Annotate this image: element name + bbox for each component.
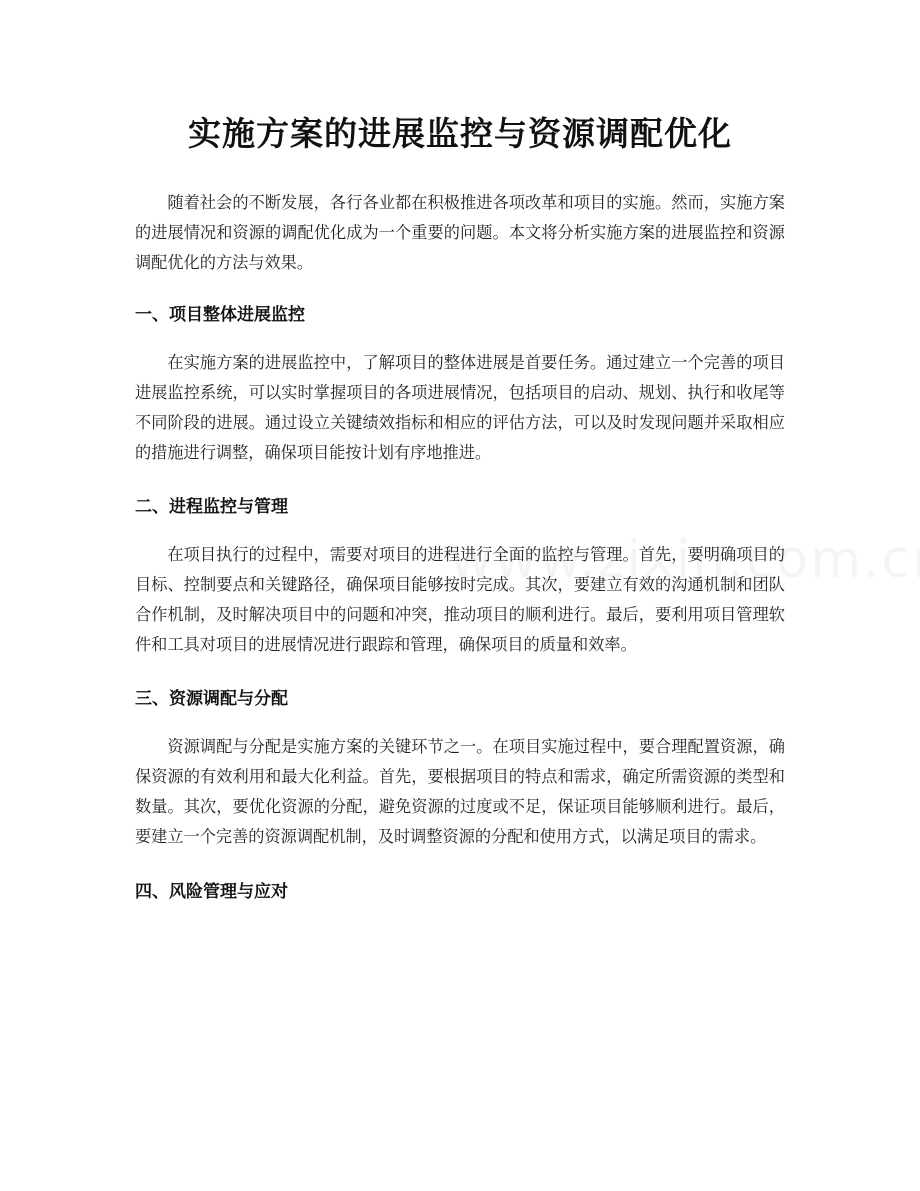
section-heading-2: 二、进程监控与管理	[135, 497, 288, 517]
section-body-3: 资源调配与分配是实施方案的关键环节之一。在项目实施过程中，要合理配置资源，确保资源的有效利用和最大化利益。首先，要根据项目的特点和需求，确定所需资源的类型和数量。其次，要优化资源的分配，避免资源的过度或不足，保证项目能够顺利进行。最后，要建立一个完善的资源调配机制，及时调整资源的分配和使用方式，以满足项目的需求。	[135, 737, 785, 846]
section-heading-3: 三、资源调配与分配	[135, 689, 288, 709]
section-body-2: 在项目执行的过程中，需要对项目的进程进行全面的监控与管理。首先，要明确项目的目标、控制要点和关键路径，确保项目能够按时完成。其次，要建立有效的沟通机制和团队合作机制，及时解决项目中的问题和冲突，推动项目的顺利进行。最后，要利用项目管理软件和工具对项目的进展情况进行跟踪和管理，确保项目的质量和效率。	[135, 545, 785, 654]
document-title: 实施方案的进展监控与资源调配优化	[188, 114, 732, 153]
section-body-1: 在实施方案的进展监控中，了解项目的整体进展是首要任务。通过建立一个完善的项目进展监控系统，可以实时掌握项目的各项进展情况，包括项目的启动、规划、执行和收尾等不同阶段的进展。通过设立关键绩效指标和相应的评估方法，可以及时发现问题并采取相应的措施进行调整，确保项目能按计划有序地推进。	[135, 353, 785, 462]
section-heading-4: 四、风险管理与应对	[135, 882, 288, 902]
section-heading-1: 一、项目整体进展监控	[135, 305, 305, 325]
intro-paragraph: 随着社会的不断发展，各行各业都在积极推进各项改革和项目的实施。然而，实施方案的进展情况和资源的调配优化成为一个重要的问题。本文将分析实施方案的进展监控和资源调配优化的方法与效果。	[135, 193, 785, 272]
